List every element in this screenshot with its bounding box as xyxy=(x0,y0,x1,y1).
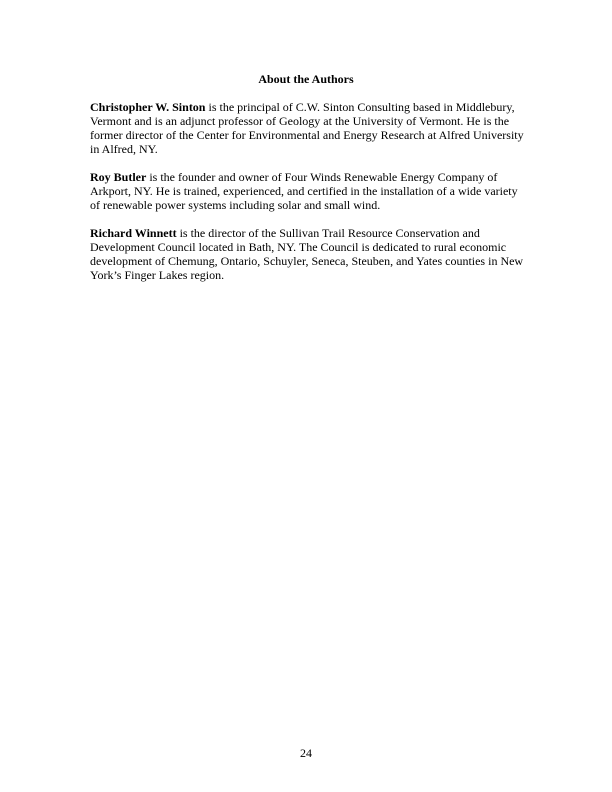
page-title: About the Authors xyxy=(258,72,354,86)
author-description: is the founder and owner of Four Winds Renewable Energy Company of Arkport, NY. He is trained, experienced, and certified in the installation of a wide variety of renewable power systems including solar and small wind. xyxy=(90,170,518,212)
author-bio-butler xyxy=(90,170,530,212)
author-name: Roy Butler xyxy=(90,170,147,184)
author-description: is the director of the Sullivan Trail Resource Conservation and Development Council located in Bath, NY. The Council is dedicated to rural economic development of Chemung, Ontario, Schuyler, Seneca, Steuben, and Yates counties in New York’s Finger Lakes region. xyxy=(90,226,524,282)
author-bio-sinton xyxy=(90,100,530,156)
author-description: is the principal of C.W. Sinton Consulting based in Middlebury, Vermont and is an adjunct professor of Geology at the University of Vermont. He is the former director of the Center for Environmental and Energy Research at Alfred University in Alfred, NY. xyxy=(90,100,524,156)
page-number: 24 xyxy=(300,746,312,760)
author-name: Christopher W. Sinton xyxy=(90,100,206,114)
author-name: Richard Winnett xyxy=(90,226,177,240)
author-bio-winnett xyxy=(90,226,530,282)
